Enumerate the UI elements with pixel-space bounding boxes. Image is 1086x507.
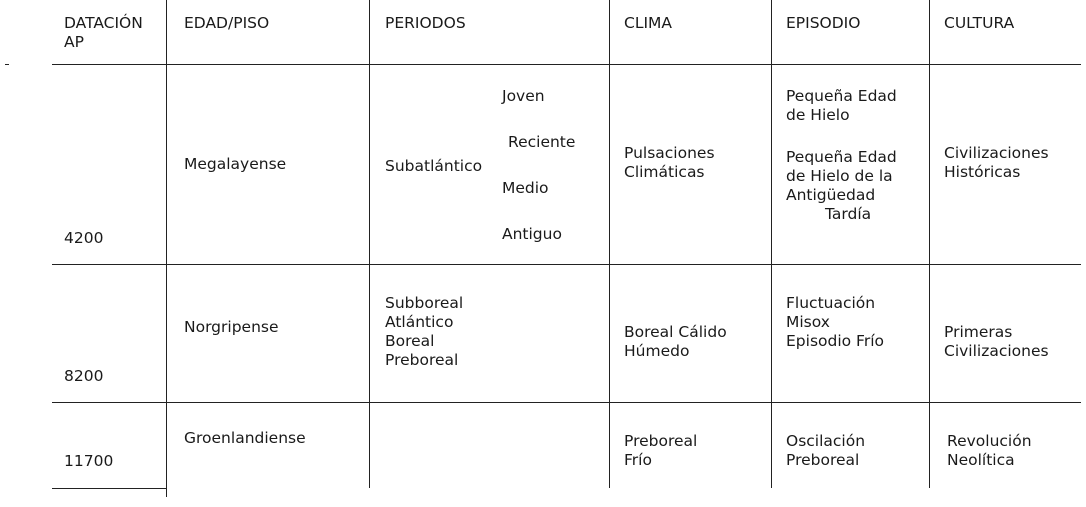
header-age: EDAD/PISO <box>184 14 270 32</box>
col-rule-4 <box>771 0 772 488</box>
row1-subperiod-2: Reciente <box>508 133 576 151</box>
row2-culture: Primeras Civilizaciones <box>944 323 1049 360</box>
row3-dating: 11700 <box>64 452 114 470</box>
header-climate: CLIMA <box>624 14 673 32</box>
row3-culture: Revolución Neolítica <box>947 432 1032 469</box>
header-periods: PERIODOS <box>385 14 466 32</box>
row1-dating: 4200 <box>64 229 104 247</box>
row2-period-1: Subboreal <box>385 294 464 312</box>
col-rule-5 <box>929 0 930 488</box>
row1-subperiod-1: Joven <box>502 87 545 105</box>
row1-episode-1: Pequeña Edad de Hielo <box>786 87 897 124</box>
row2-episode: Fluctuación Misox Episodio Frío <box>786 294 885 350</box>
row1-culture: Civilizaciones Históricas <box>944 144 1049 181</box>
row2-period-3: Boreal <box>385 332 435 350</box>
row2-climate: Boreal Cálido Húmedo <box>624 323 727 360</box>
row2-period-4: Preboreal <box>385 351 459 369</box>
row1-period: Subatlántico <box>385 157 483 175</box>
rule-left-tick <box>5 64 9 65</box>
row3-age: Groenlandiense <box>184 429 306 447</box>
row1-subperiod-3: Medio <box>502 179 549 197</box>
rule-header-bottom <box>52 64 1081 65</box>
rule-row1-bottom <box>52 264 1081 265</box>
col-rule-3 <box>609 0 610 488</box>
rule-row2-bottom <box>52 402 1081 403</box>
header-dating: DATACIÓN AP <box>64 14 143 51</box>
row2-age: Norgripense <box>184 318 279 336</box>
row1-subperiod-4: Antiguo <box>502 225 562 243</box>
row3-episode: Oscilación Preboreal <box>786 432 866 469</box>
row1-age: Megalayense <box>184 155 287 173</box>
header-episode: EPISODIO <box>786 14 861 32</box>
row1-climate: Pulsaciones Climáticas <box>624 144 715 181</box>
row1-episode-tail: Tardía <box>825 205 872 223</box>
row1-episode-2: Pequeña Edad de Hielo de la Antigüedad <box>786 148 897 204</box>
rule-row3-bottom <box>52 488 167 489</box>
row3-climate: Preboreal Frío <box>624 432 698 469</box>
col-rule-2 <box>369 0 370 488</box>
row2-period-2: Atlántico <box>385 313 454 331</box>
header-culture: CULTURA <box>944 14 1015 32</box>
row2-dating: 8200 <box>64 367 104 385</box>
col-rule-1 <box>166 0 167 497</box>
